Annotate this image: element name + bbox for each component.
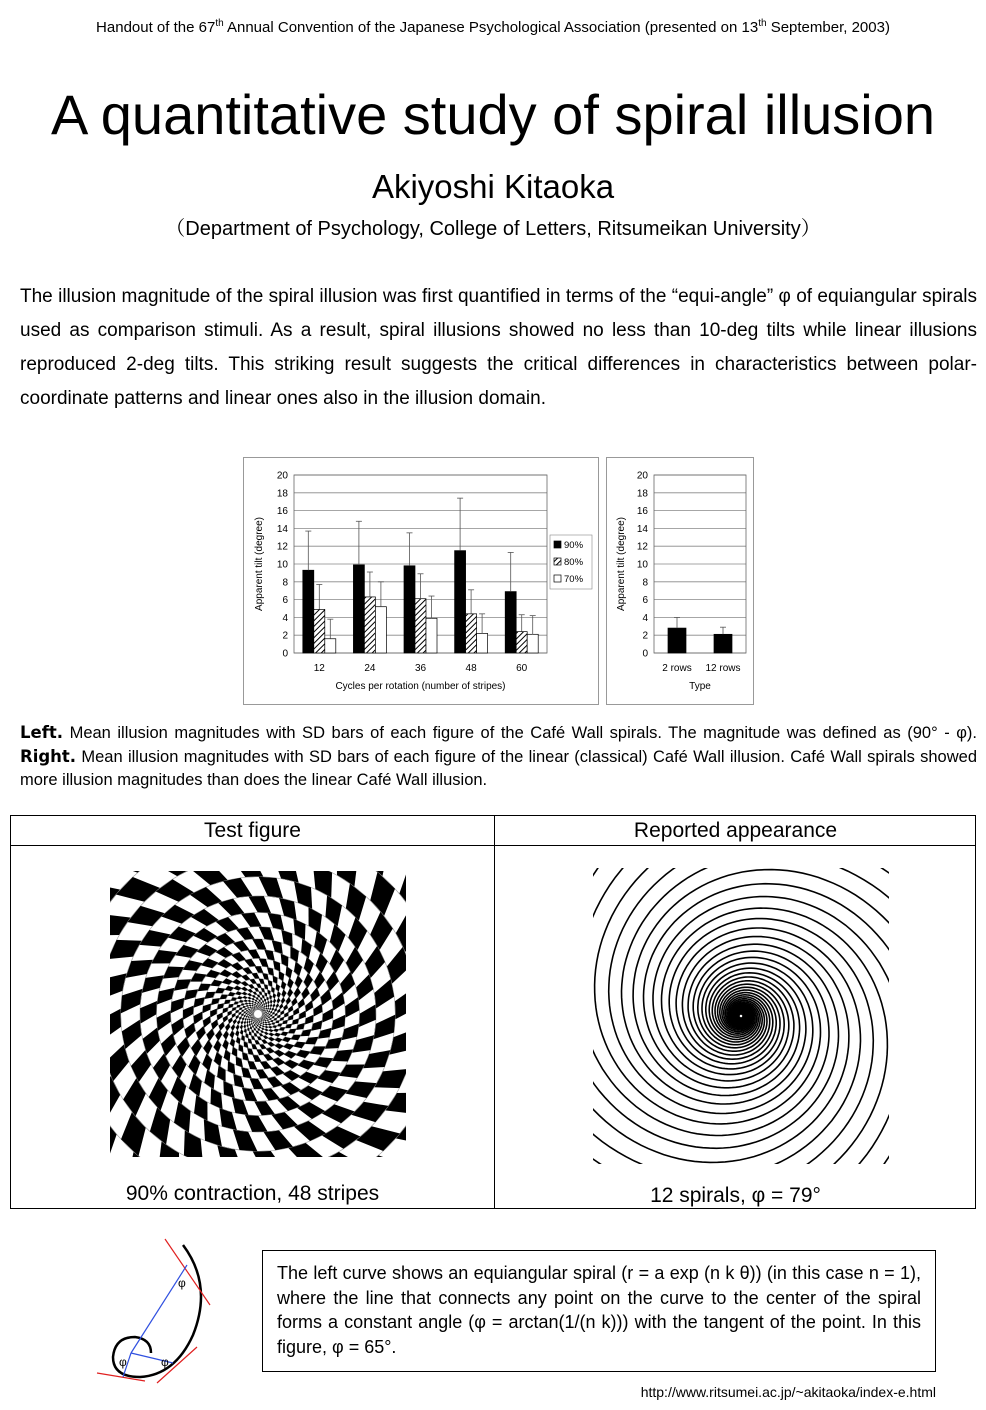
bar bbox=[303, 570, 314, 653]
y-tick-label: 6 bbox=[642, 595, 648, 607]
chart-left-svg bbox=[244, 458, 598, 704]
y-tick-label: 14 bbox=[636, 523, 648, 535]
table-header-test-figure: Test figure bbox=[204, 819, 301, 842]
y-tick-label: 2 bbox=[642, 630, 648, 642]
caption-right-text: Mean illusion magnitudes with SD bars of each figure of the linear (classical) Café Wall illusion. Café Wall spirals showed more illusion magnitudes than does the linear Café Wall illusion. bbox=[20, 748, 977, 789]
spiral-group bbox=[593, 868, 889, 1164]
header-note-part: Handout of the 67 bbox=[96, 19, 216, 36]
equiangular-spirals-figure bbox=[593, 868, 889, 1164]
header-note-part: Annual Convention of the Japanese Psychological Association (presented on 13 bbox=[223, 19, 759, 36]
phi-label: φ bbox=[178, 1276, 186, 1290]
bar bbox=[516, 632, 527, 653]
header-note-sup: th bbox=[215, 18, 224, 29]
y-tick-label: 16 bbox=[276, 506, 288, 518]
y-tick-label: 0 bbox=[282, 648, 288, 660]
bar bbox=[314, 609, 325, 653]
tangent-line bbox=[165, 1239, 210, 1305]
y-tick-label: 4 bbox=[642, 612, 648, 624]
bar bbox=[477, 633, 488, 653]
caption-right-label: Right. bbox=[20, 747, 77, 766]
y-tick-label: 0 bbox=[642, 648, 648, 660]
x-tick-label: 24 bbox=[364, 663, 376, 674]
caption-left-text: Mean illusion magnitudes with SD bars of each figure of the Café Wall spirals. The magnitude was defined as (90° - φ). bbox=[63, 724, 977, 742]
test-figure-caption: 90% contraction, 48 stripes bbox=[125, 1182, 380, 1205]
affiliation: （Department of Psychology, College of Letters, Ritsumeikan University） bbox=[165, 218, 821, 240]
y-tick-label: 14 bbox=[276, 523, 288, 535]
table-header-reported-appearance: Reported appearance bbox=[633, 819, 838, 842]
bar bbox=[527, 634, 538, 653]
x-tick-label: 2 rows bbox=[662, 663, 692, 674]
bar bbox=[505, 592, 516, 653]
y-axis-label: Apparent tilt (degree) bbox=[616, 517, 627, 611]
x-axis-label: Type bbox=[689, 681, 711, 692]
bar bbox=[714, 634, 732, 653]
bar bbox=[415, 599, 426, 653]
x-axis-label: Cycles per rotation (number of stripes) bbox=[335, 681, 506, 692]
y-tick-label: 12 bbox=[636, 541, 648, 553]
reported-appearance-caption: 12 spirals, φ = 79° bbox=[650, 1184, 821, 1207]
table-divider bbox=[11, 845, 975, 846]
y-tick-label: 16 bbox=[636, 506, 648, 518]
legend-swatch bbox=[554, 558, 561, 565]
bar bbox=[455, 551, 466, 653]
legend-swatch bbox=[554, 541, 561, 548]
legend-label: 90% bbox=[564, 540, 584, 551]
spiral-angle-diagram bbox=[95, 1235, 215, 1385]
y-tick-label: 8 bbox=[642, 577, 648, 589]
x-tick-label: 60 bbox=[516, 663, 528, 674]
page-title: A quantitative study of spiral illusion bbox=[50, 83, 936, 146]
figure-caption bbox=[20, 721, 977, 792]
chart-right-svg bbox=[607, 458, 753, 704]
figure-table bbox=[10, 815, 976, 1209]
bar bbox=[404, 566, 415, 653]
chart-right bbox=[606, 457, 754, 705]
y-tick-label: 10 bbox=[636, 559, 648, 571]
x-tick-label: 12 bbox=[313, 663, 325, 674]
y-tick-label: 6 bbox=[282, 595, 288, 607]
header-note-sup: th bbox=[758, 18, 767, 29]
header-note bbox=[0, 18, 986, 36]
x-tick-label: 48 bbox=[465, 663, 477, 674]
y-tick-label: 18 bbox=[276, 488, 288, 500]
legend-swatch bbox=[554, 575, 561, 582]
legend-label: 80% bbox=[564, 557, 584, 568]
author-name: Akiyoshi Kitaoka bbox=[371, 168, 615, 205]
y-tick-label: 2 bbox=[282, 630, 288, 642]
abstract: The illusion magnitude of the spiral illusion was first quantified in terms of the “equi-angle” φ of equiangular spirals used as comparison stimuli. As a result, spiral illusions showed no less than 10-deg tilts while linear illusions reproduced 2-deg tilts. This striking result suggests the critical differences in characteristics between polar-coordinate patterns and linear ones also in the illusion domain. bbox=[20, 286, 977, 409]
bar bbox=[466, 614, 477, 653]
y-tick-label: 20 bbox=[276, 470, 288, 482]
y-tick-label: 20 bbox=[636, 470, 648, 482]
spiral-explanation-note: The left curve shows an equiangular spiral (r = a exp (n k θ)) (in this case n = 1), where the line that connects any point on the curve to the center of the spiral forms a constant angle (φ = arctan(1/(n k))) with the tangent of the point. In this figure, φ = 65°. bbox=[262, 1250, 936, 1372]
y-tick-label: 4 bbox=[282, 612, 288, 624]
x-tick-label: 12 rows bbox=[705, 663, 741, 674]
y-tick-label: 12 bbox=[276, 541, 288, 553]
y-axis-label: Apparent tilt (degree) bbox=[254, 517, 265, 611]
x-tick-label: 36 bbox=[414, 663, 427, 674]
y-tick-label: 18 bbox=[636, 488, 648, 500]
table-divider bbox=[494, 816, 495, 1208]
bar bbox=[668, 628, 686, 653]
bar bbox=[364, 597, 375, 653]
cafe-wall-spiral-figure bbox=[110, 871, 406, 1157]
phi-label: φ bbox=[119, 1355, 127, 1369]
bar bbox=[375, 607, 386, 653]
bar bbox=[426, 618, 437, 653]
header-note-part: September, 2003) bbox=[766, 19, 890, 36]
y-tick-label: 10 bbox=[276, 559, 288, 571]
footer-url[interactable]: http://www.ritsumei.ac.jp/~akitaoka/index-e.html bbox=[640, 1384, 936, 1400]
phi-label: φ bbox=[161, 1355, 169, 1369]
bar bbox=[325, 639, 336, 653]
chart-left bbox=[243, 457, 599, 705]
bar bbox=[353, 565, 364, 653]
legend-label: 70% bbox=[564, 574, 584, 585]
y-tick-label: 8 bbox=[282, 577, 288, 589]
caption-left-label: Left. bbox=[20, 723, 64, 742]
